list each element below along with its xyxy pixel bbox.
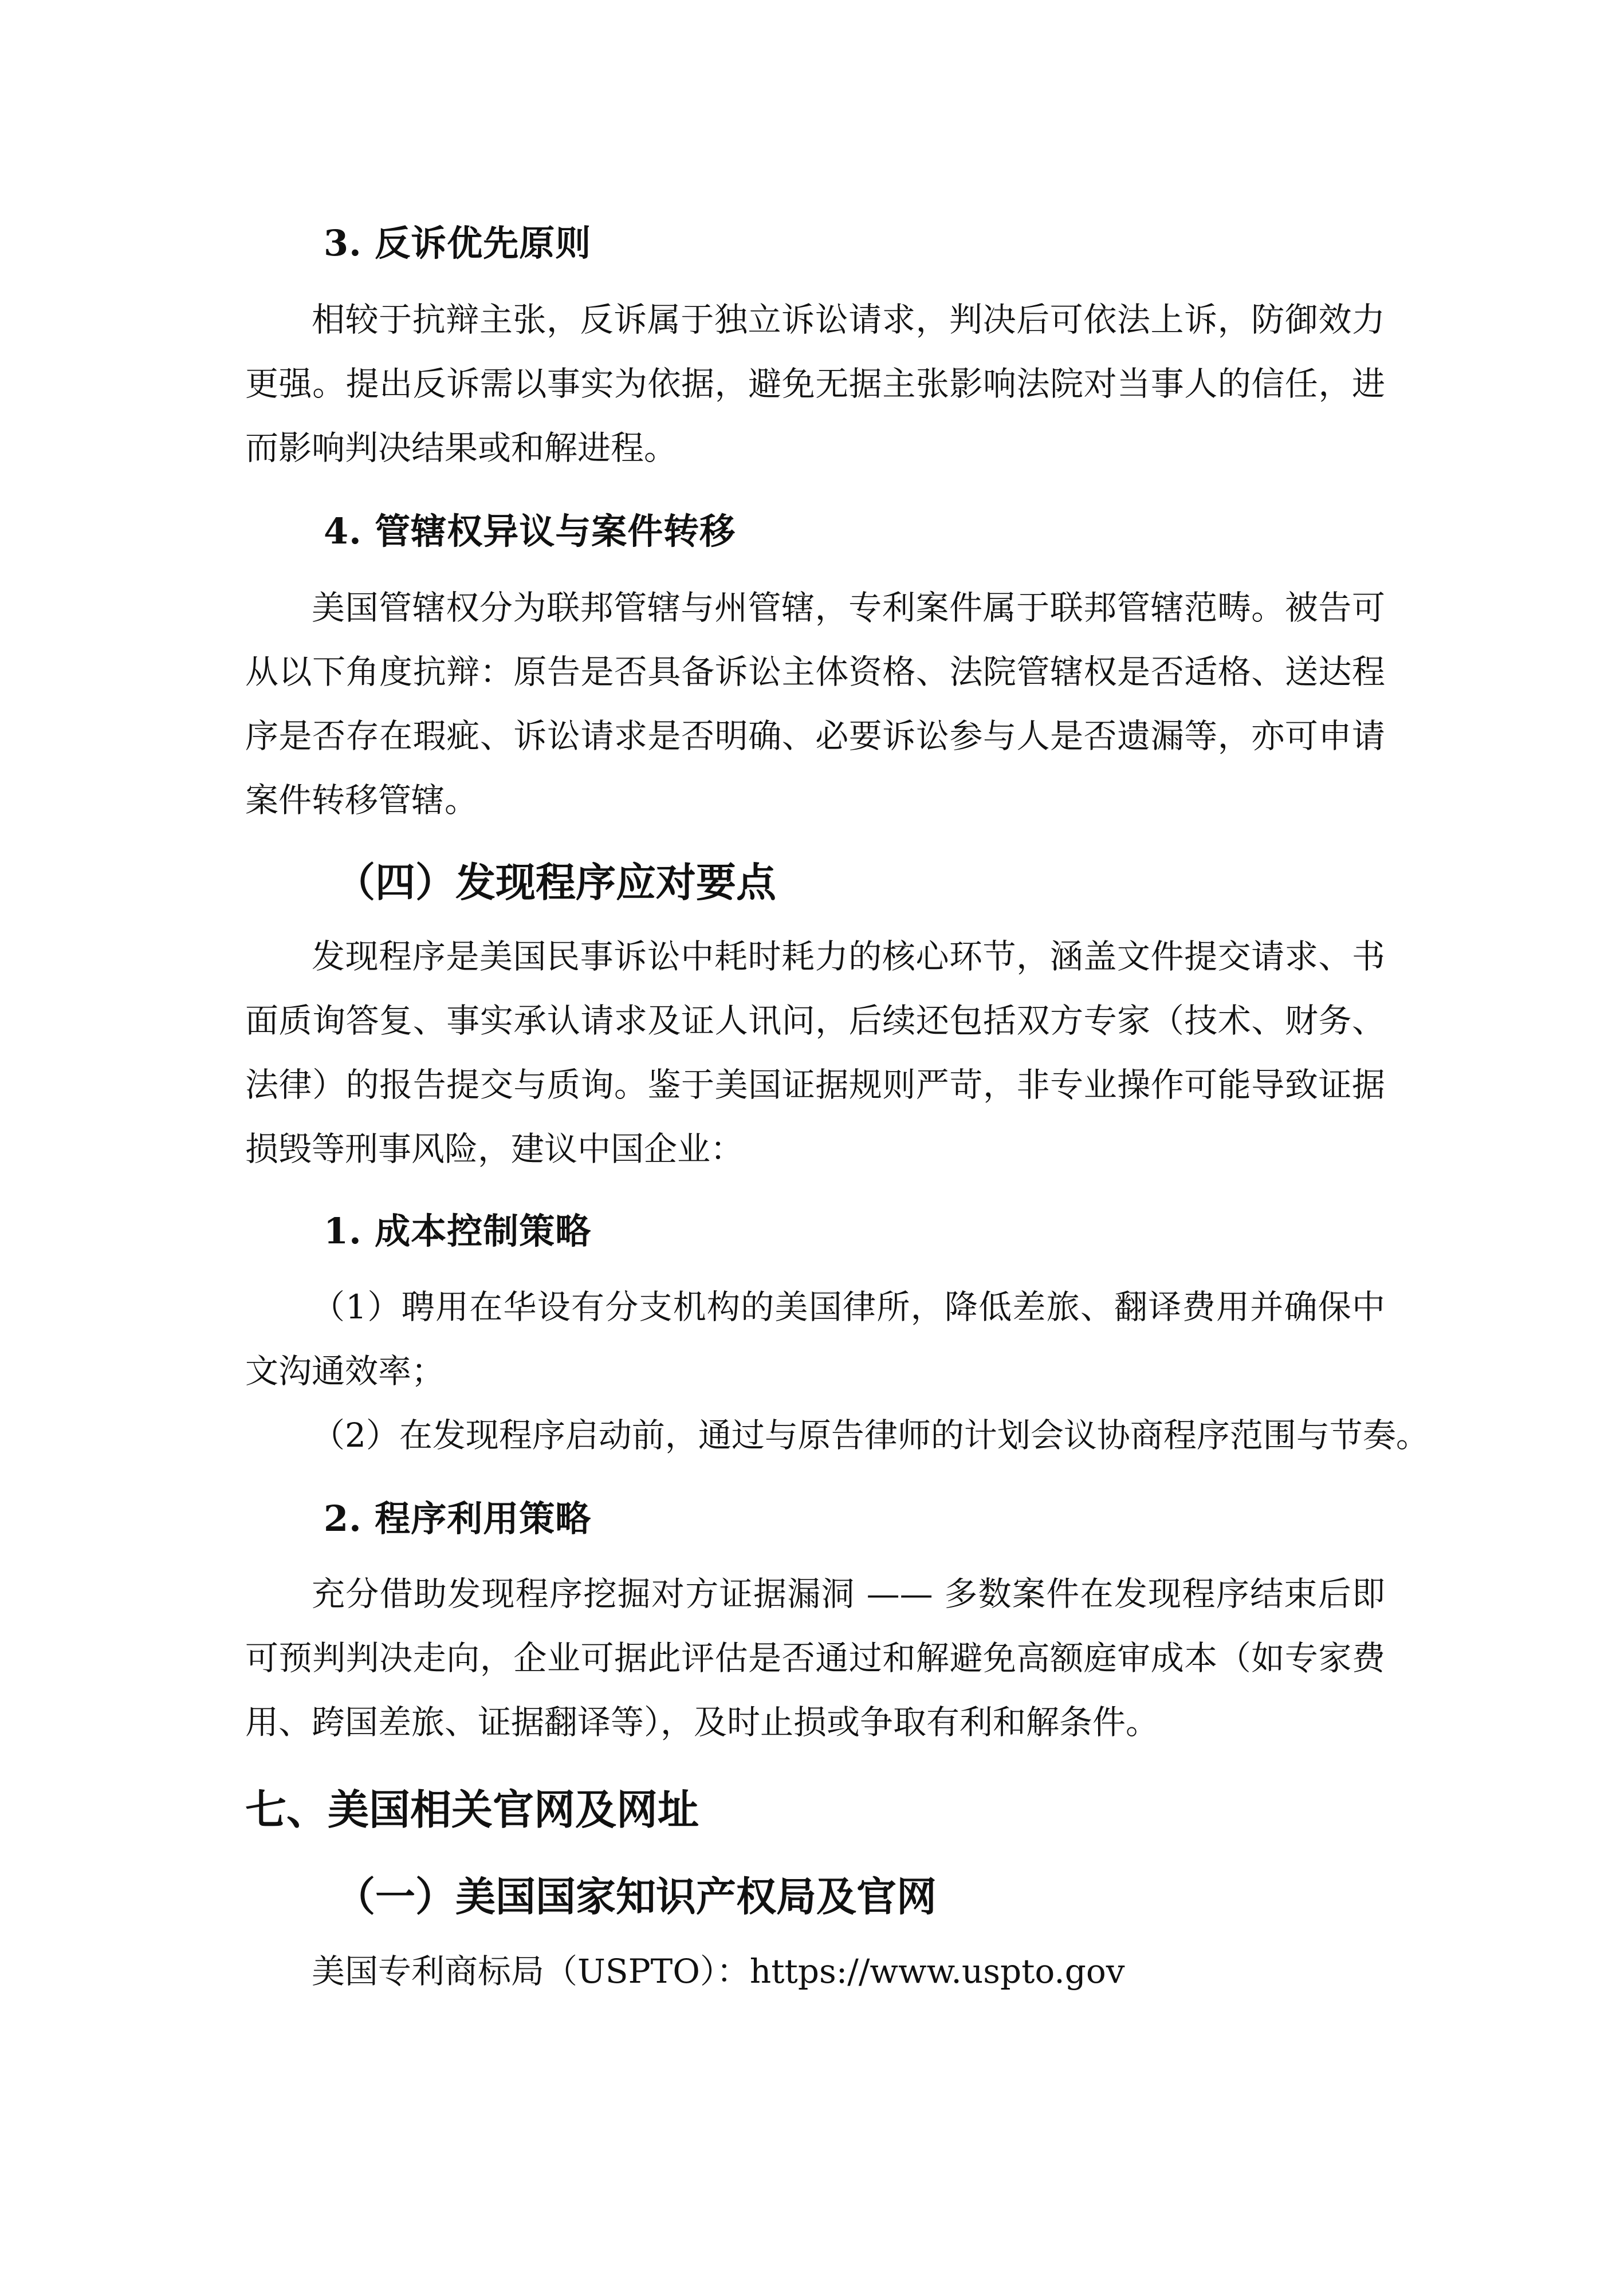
list-item-cost-control-2: （2）在发现程序启动前，通过与原告律师的计划会议协商程序范围与节奏。 (312, 1416, 1429, 1455)
list-item-cost-control-1: （1）聘用在华设有分支机构的美国律所，降低差旅、翻译费用并确保中文沟通效率； (245, 1287, 1385, 1391)
heading-jurisdiction-objection: 4. 管辖权异议与案件转移 (324, 510, 736, 552)
heading-chapter-7: 七、美国相关官网及网址 (245, 1785, 699, 1834)
heading-counterclaim-priority: 3. 反诉优先原则 (324, 222, 592, 264)
heading-cost-control: 1. 成本控制策略 (324, 1210, 592, 1252)
paragraph-uspto-link: 美国专利商标局（USPTO）：https://www.uspto.gov (312, 1952, 1125, 1991)
heading-procedure-use: 2. 程序利用策略 (324, 1498, 592, 1539)
paragraph-discovery: 发现程序是美国民事诉讼中耗时耗力的核心环节，涵盖文件提交请求、书面质询答复、事实承认请求及证人讯问，后续还包括双方专家（技术、财务、法律）的报告提交与质询。鉴于美国证据规则严苛，非专业操作可能导致证据损毁等刑事风险，建议中国企业： (245, 937, 1385, 1168)
paragraph-counterclaim: 相较于抗辩主张，反诉属于独立诉讼请求，判决后可依法上诉，防御效力更强。提出反诉需以事实为依据，避免无据主张影响法院对当事人的信任，进而影响判决结果或和解进程。 (245, 300, 1385, 467)
paragraph-procedure-use: 充分借助发现程序挖掘对方证据漏洞 —— 多数案件在发现程序结束后即可预判判决走向，企业可据此评估是否通过和解避免高额庭审成本（如专家费用、跨国差旅、证据翻译等），及时止损或争取有利和解条件。 (245, 1574, 1385, 1742)
paragraph-jurisdiction: 美国管辖权分为联邦管辖与州管辖，专利案件属于联邦管辖范畴。被告可从以下角度抗辩：原告是否具备诉讼主体资格、法院管辖权是否适格、送达程序是否存在瑕疵、诉讼请求是否明确、必要诉讼参与人是否遗漏等，亦可申请案件转移管辖。 (245, 588, 1385, 820)
heading-uspto-section: （一）美国国家知识产权局及官网 (335, 1873, 937, 1920)
heading-discovery-points: （四）发现程序应对要点 (335, 858, 776, 906)
